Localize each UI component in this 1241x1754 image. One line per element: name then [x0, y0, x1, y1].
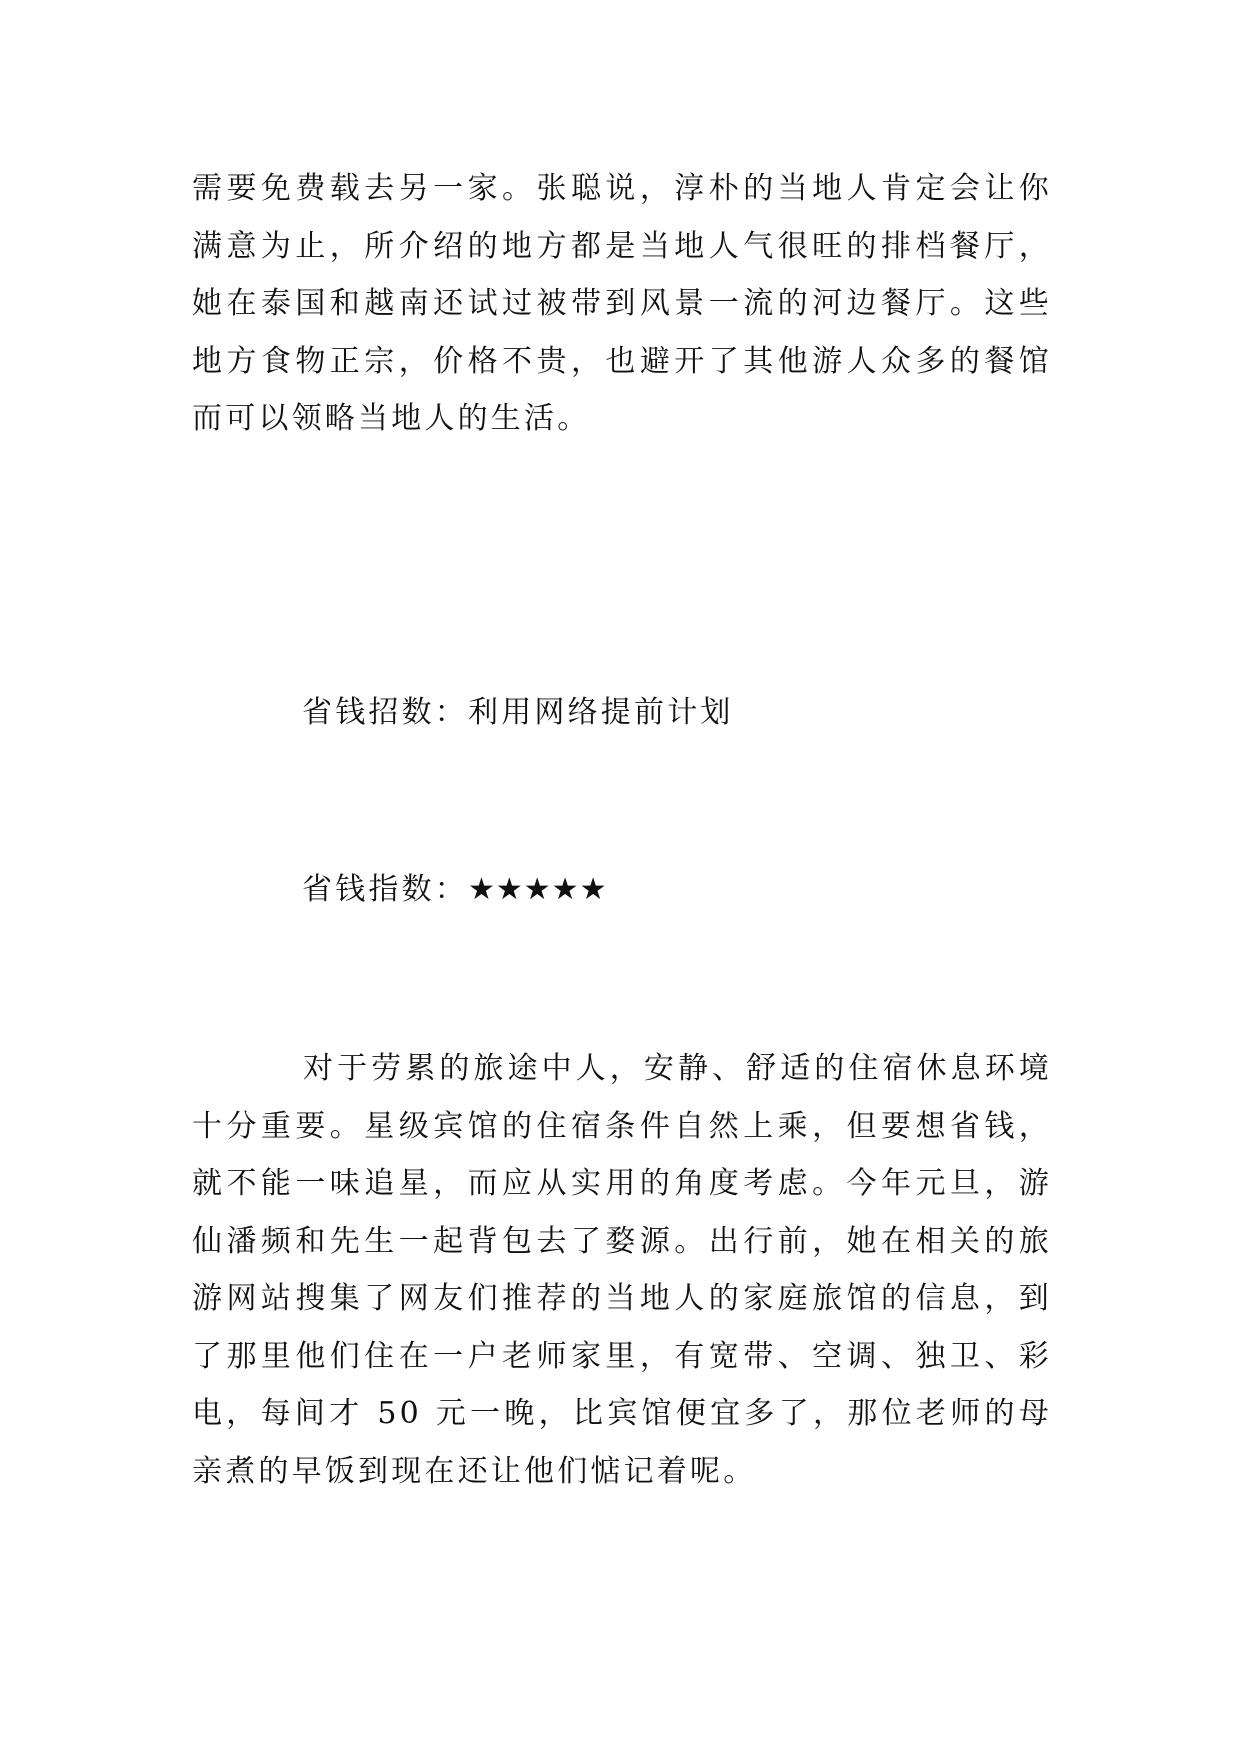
body-paragraph-lodging: 对于劳累的旅途中人，安静、舒适的住宿休息环境十分重要。星级宾馆的住宿条件自然上乘，但要想省钱，就不能一味追星，而应从实用的角度考虑。今年元旦，游仙潘频和先生一起背包去了婺源。出行前，她在相关的旅游网站搜集了网友们推荐的当地人的家庭旅馆的信息，到了那里他们住在一户老师家里，有宽带、空调、独卫、彩电，每间才 50 元一晚，比宾馆便宜多了，那位老师的母亲煮的早饭到现在还让他们惦记着呢。 — [192, 1051, 1052, 1489]
tip-heading: 省钱招数：利用网络提前计划 — [302, 695, 734, 730]
rating-stars: ★★★★★ — [468, 872, 608, 907]
rating-label: 省钱指数： — [302, 872, 468, 907]
body-paragraph-restaurants: 需要免费载去另一家。张聪说，淳朴的当地人肯定会让你满意为止，所介绍的地方都是当地人气很旺的排档餐厅，她在泰国和越南还试过被带到风景一流的河边餐厅。这些地方食物正宗，价格不贵，也避开了其他游人众多的餐馆而可以领略当地人的生活。 — [192, 171, 1052, 436]
saving-rating — [302, 861, 607, 919]
